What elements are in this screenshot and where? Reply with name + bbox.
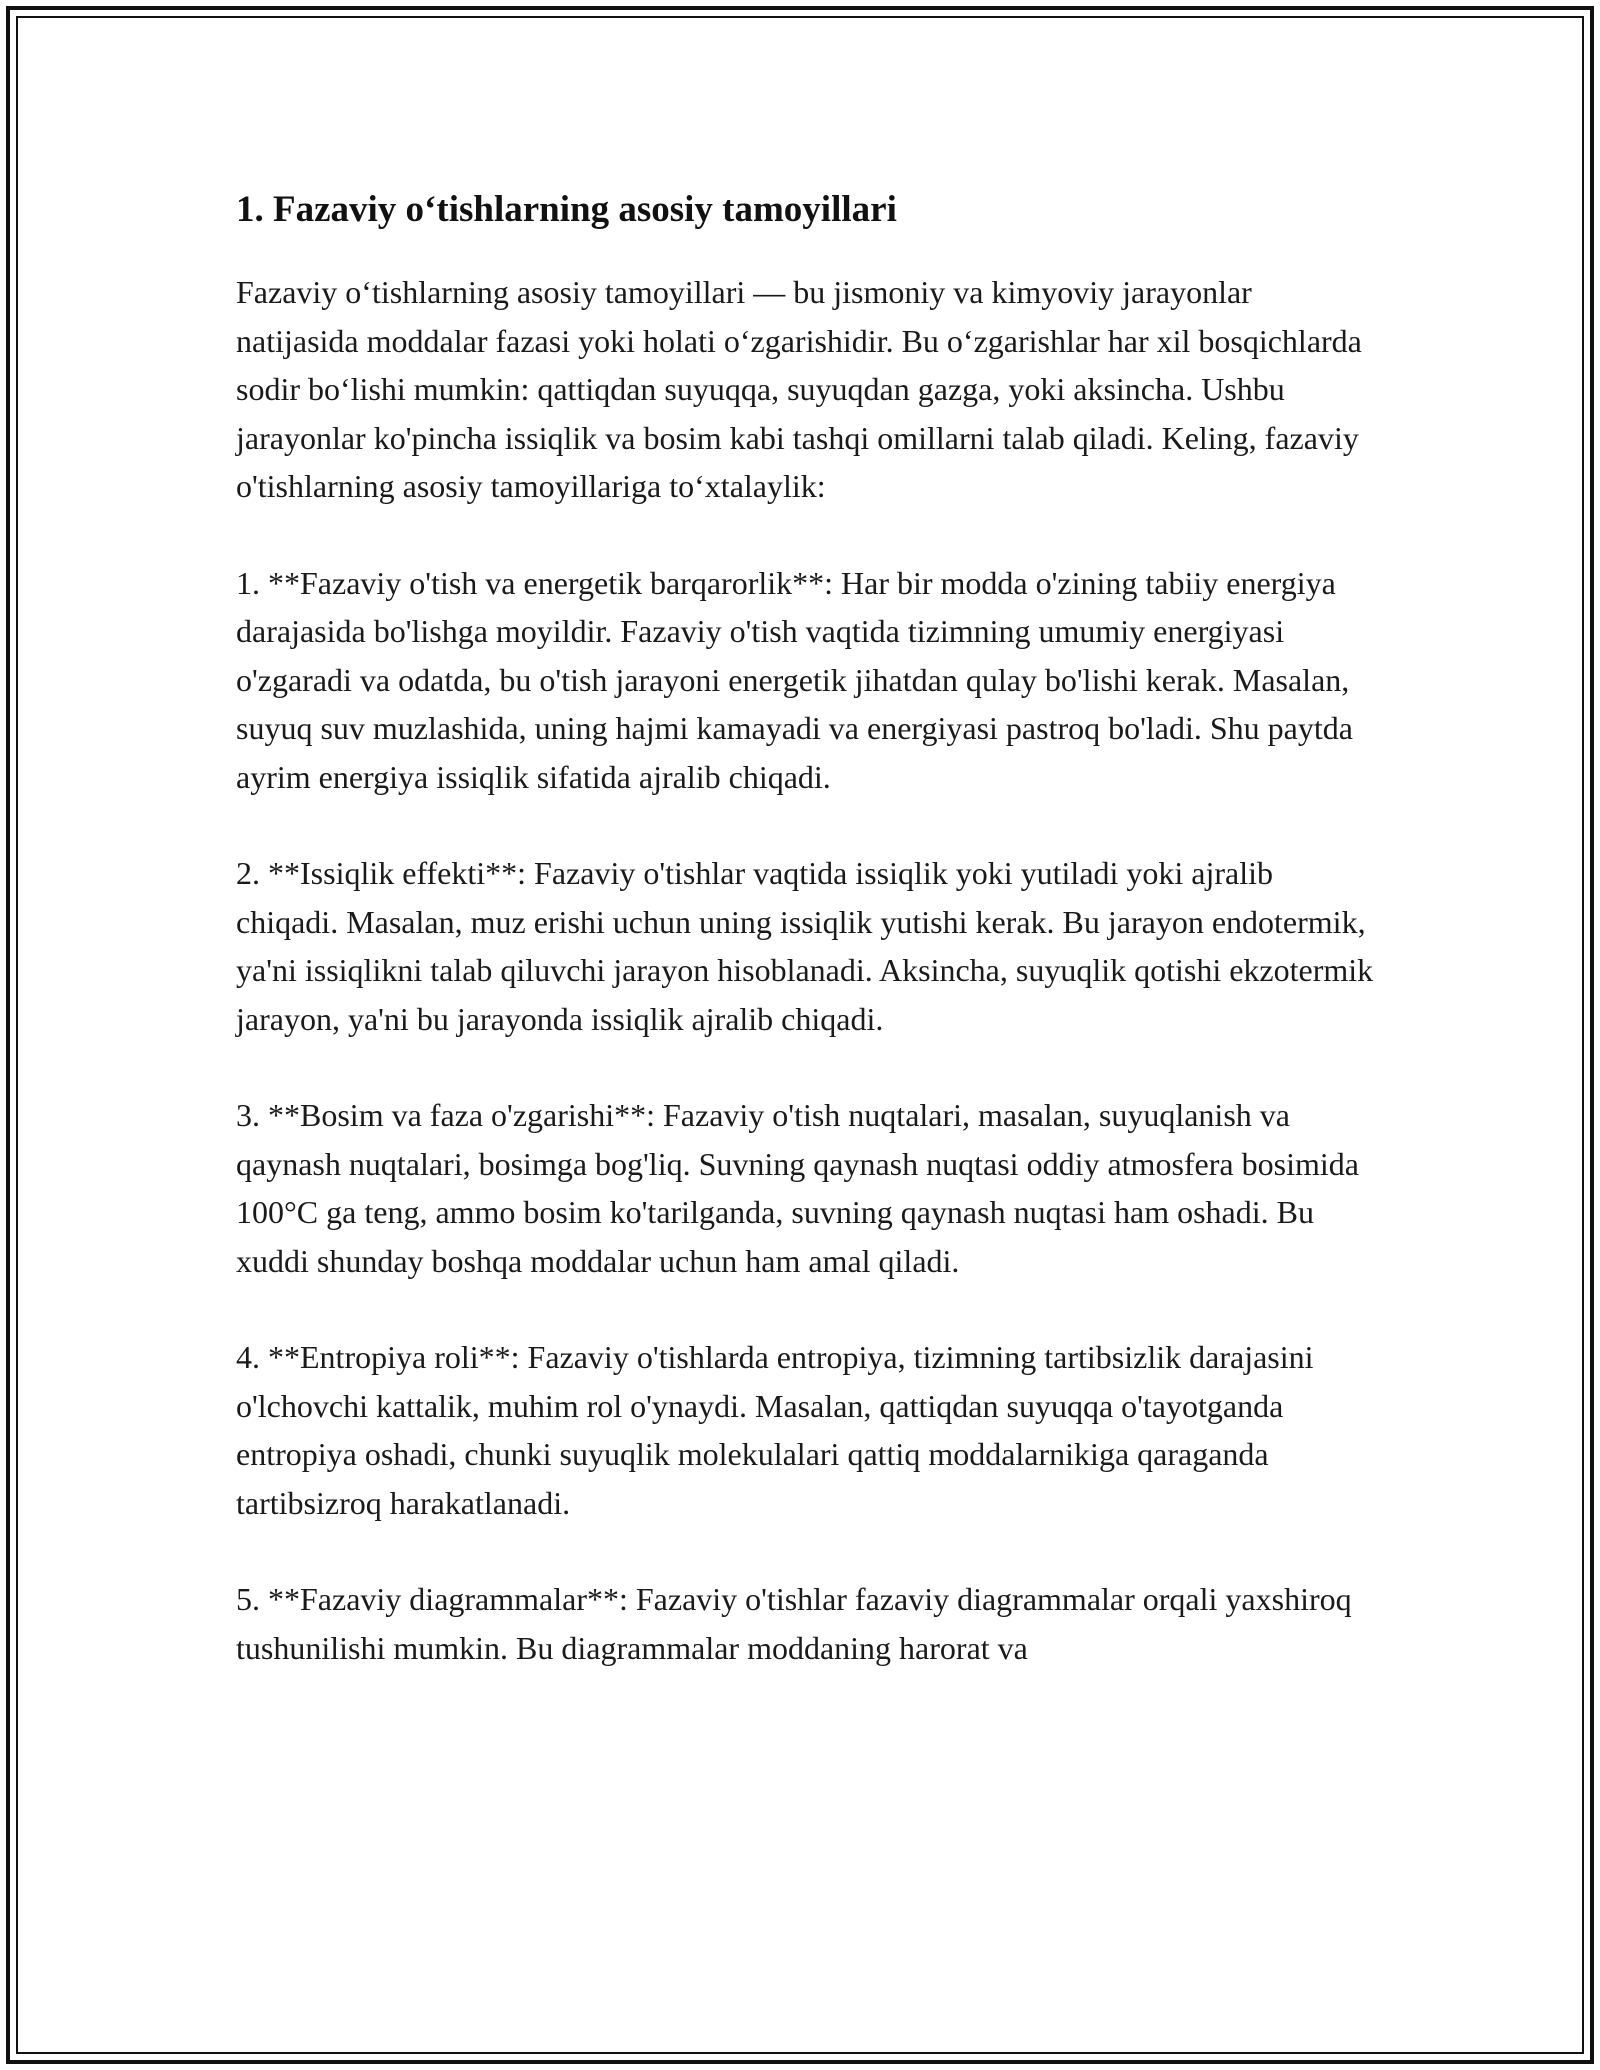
section-heading: 1. Fazaviy o‘tishlarning asosiy tamoyillari	[236, 189, 897, 230]
list-item-pressure: 3. **Bosim va faza o'zgarishi**: Fazaviy o'tish nuqtalari, masalan, suyuqlanish va qaynash nuqtalari, bosimga bog'liq. Suvning qaynash nuqtasi oddiy atmosfera bosimida 100°C ga teng, ammo bosim ko'tarilganda, suvning qaynash nuqtasi ham oshadi. Bu xuddi shunday boshqa moddalar uchun ham amal qiladi.	[236, 1097, 1359, 1279]
list-item-energy-stability: 1. **Fazaviy o'tish va energetik barqarorlik**: Har bir modda o'zining tabiiy energiya darajasida bo'lishga moyildir. Fazaviy o'tish vaqtida tizimning umumiy energiyasi o'zgaradi va odatda, bu o'tish jarayoni energetik jihatdan qulay bo'lishi kerak. Masalan, suyuq suv muzlashida, uning hajmi kamayadi va energiyasi pastroq bo'ladi. Shu paytda ayrim energiya issiqlik sifatida ajralib chiqadi.	[236, 564, 1353, 795]
list-item-heat-effect: 2. **Issiqlik effekti**: Fazaviy o'tishlar vaqtida issiqlik yoki yutiladi yoki ajralib chiqadi. Masalan, muz erishi uchun uning issiqlik yutishi kerak. Bu jarayon endotermik, ya'ni issiqlikni talab qiluvchi jarayon hisoblanadi. Aksincha, suyuqlik qotishi ekzotermik jarayon, ya'ni bu jarayonda issiqlik ajralib chiqadi.	[236, 855, 1374, 1037]
intro-paragraph: Fazaviy o‘tishlarning asosiy tamoyillari — bu jismoniy va kimyoviy jarayonlar natijasida moddalar fazasi yoki holati o‘zgarishidir. Bu o‘zgarishlar har xil bosqichlarda sodir bo‘lishi mumkin: qattiqdan suyuqqa, suyuqdan gazga, yoki aksincha. Ushbu jarayonlar ko'pincha issiqlik va bosim kabi tashqi omillarni talab qiladi. Keling, fazaviy o'tishlarning asosiy tamoyillariga to‘xtalaylik:	[236, 274, 1362, 505]
list-item-entropy: 4. **Entropiya roli**: Fazaviy o'tishlarda entropiya, tizimning tartibsizlik darajasini o'lchovchi kattalik, muhim rol o'ynaydi. Masalan, qattiqdan suyuqqa o'tayotganda entropiya oshadi, chunki suyuqlik molekulalari qattiq moddalarnikiga qaraganda tartibsizroq harakatlanadi.	[236, 1339, 1314, 1521]
list-item-phase-diagrams: 5. **Fazaviy diagrammalar**: Fazaviy o'tishlar fazaviy diagrammalar orqali yaxshiroq tushunilishi mumkin. Bu diagrammalar moddaning harorat va	[236, 1581, 1352, 1666]
document-body	[236, 186, 1376, 1720]
